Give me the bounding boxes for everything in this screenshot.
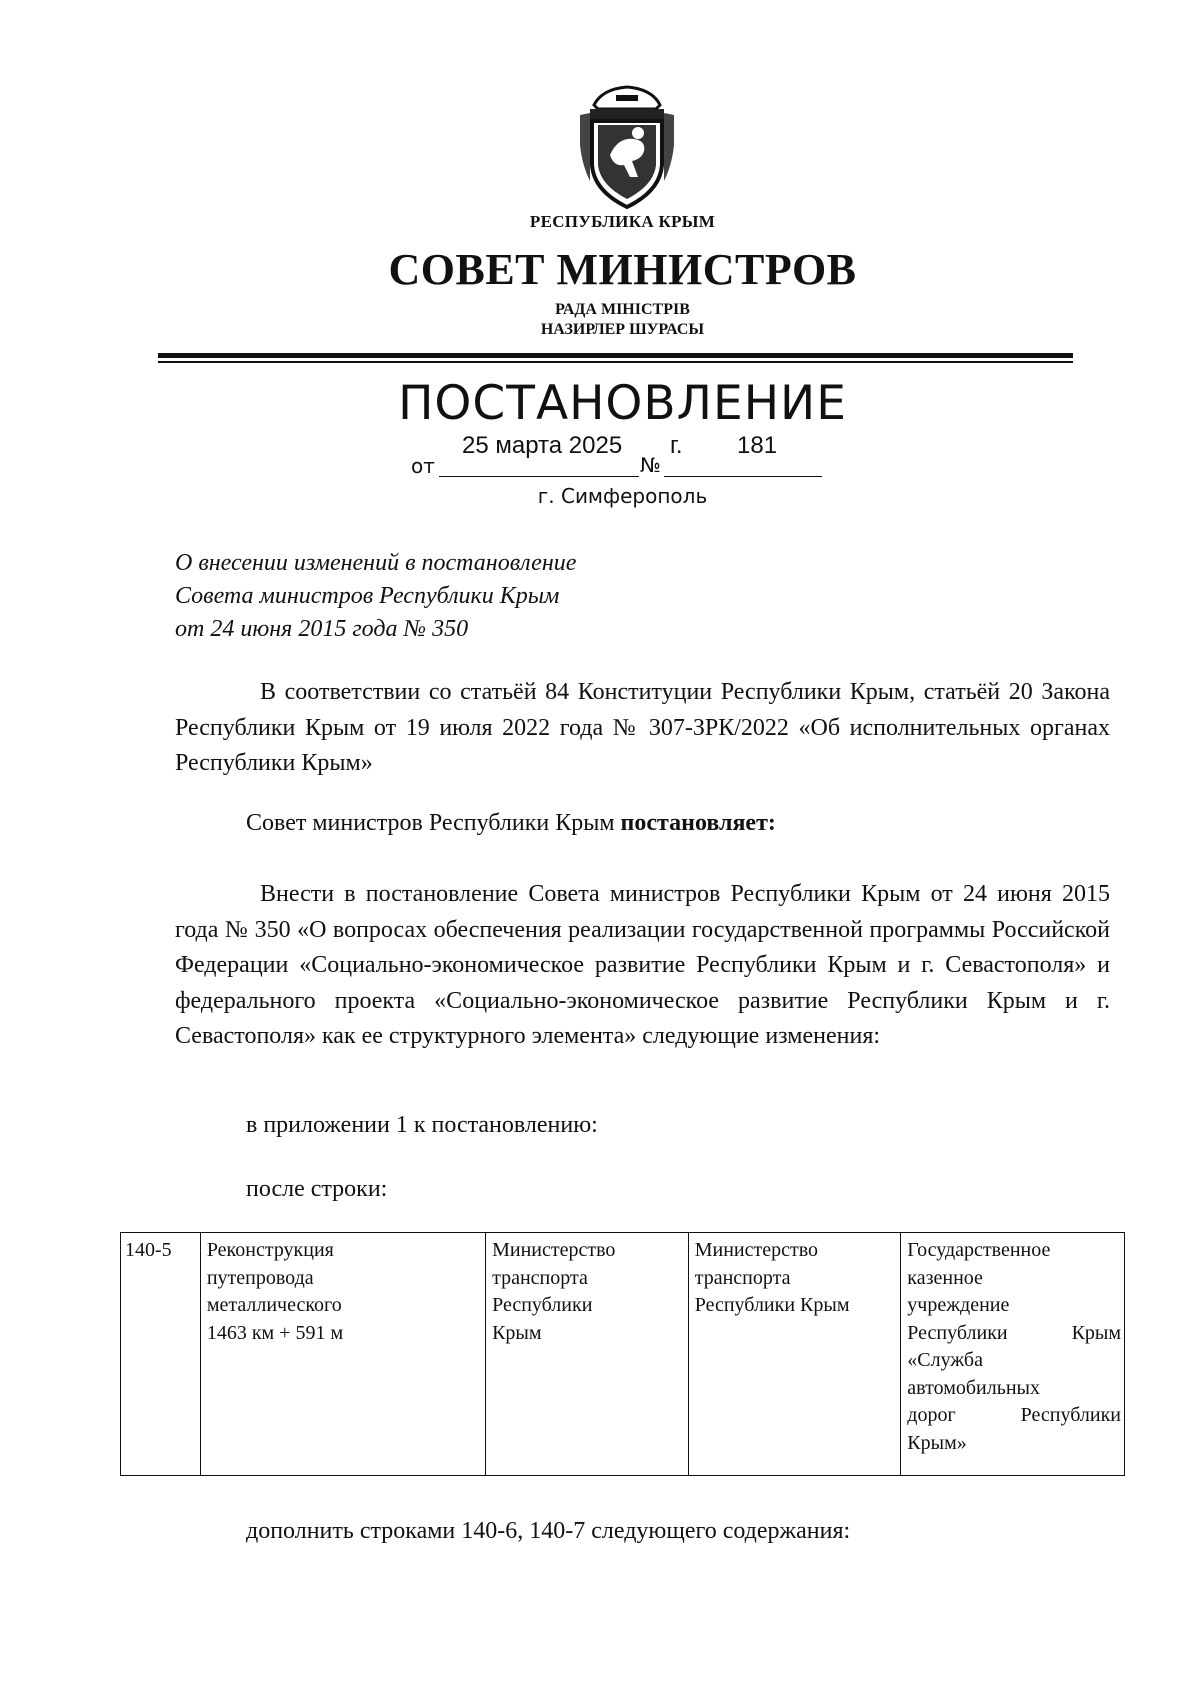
council-name: СОВЕТ МИНИСТРОВ (388, 245, 857, 294)
paragraph-supplement: дополнить строками 140-6, 140-7 следующего содержания: (246, 1518, 851, 1544)
paragraph-after-row: после строки: (246, 1176, 388, 1202)
title-line-3: от 24 июня 2015 года № 350 (175, 616, 469, 642)
cell-line: Министерство (694, 1239, 819, 1261)
resolves-verb: постановляет: (620, 810, 776, 836)
decree-date: 25 марта 2025 (462, 432, 623, 459)
cell-line: 1463 км + 591 м (206, 1321, 344, 1344)
document-type: ПОСТАНОВЛЕНИЕ (398, 376, 847, 431)
cell-line: транспорта (694, 1266, 791, 1289)
cell-line: казенное (907, 1266, 983, 1289)
cell-word: Республики (907, 1321, 1008, 1344)
row-number: 140-5 (121, 1233, 201, 1476)
paragraph-legal-basis: В соответствии со статьёй 84 Конституции Республики Крым, статьёй 20 Закона Республики Крым от 19 июля 2022 года № 307-ЗРК/2022 «Об исполнительных органах Республики Крым» (175, 679, 1110, 776)
header-rule-thick (158, 353, 1073, 358)
executor-cell (901, 1233, 1125, 1476)
cell-line: Крым (492, 1321, 542, 1344)
cell-word: дорог (907, 1404, 956, 1426)
cell-line (907, 1402, 1121, 1430)
cell-line: Реконструкция (206, 1239, 334, 1261)
title-line-2: Совета министров Республики Крым (175, 583, 560, 609)
cell-line: «Служба (907, 1349, 983, 1371)
table-row (121, 1233, 1125, 1476)
council-name-ukrainian: РАДА МІНІСТРІВ (555, 301, 690, 318)
cell-line (907, 1320, 1121, 1348)
date-underline (439, 476, 639, 477)
title-line-1: О внесении изменений в постановление (175, 550, 577, 576)
cell-line: Министерство (492, 1239, 616, 1261)
resolves-subject: Совет министров Республики Крым (246, 810, 615, 836)
paragraph-resolves (246, 810, 1126, 837)
paragraph-appendix: в приложении 1 к постановлению: (246, 1112, 598, 1138)
cell-word: Республики (1020, 1404, 1121, 1426)
ministry-cell (688, 1233, 901, 1476)
year-suffix: г. (670, 432, 683, 459)
object-cell (200, 1233, 485, 1476)
number-underline (664, 476, 822, 477)
date-prefix: от (411, 454, 435, 478)
cell-line: учреждение (907, 1294, 1010, 1316)
paragraph-amendment: Внести в постановление Совета министров Республики Крым от 24 июня 2015 года № 350 «О вопросах обеспечения реализации государственной программы Российской Федерации «Социально-экономическое развитие Республики Крым и г. Севастополя» и федерального проекта «Социально-экономическое развитие Республики Крым и г. Севастополя» как ее структурного элемента» следующие изменения: (175, 881, 1110, 1049)
council-name-crimean-tatar: НАЗИРЛЕР ШУРАСЫ (540, 321, 705, 338)
coat-of-arms-emblem (572, 85, 682, 211)
cell-line: автомобильных (907, 1376, 1040, 1399)
republic-name: РЕСПУБЛИКА КРЫМ (529, 212, 716, 231)
cell-line: металлического (206, 1294, 342, 1316)
cell-line: путепровода (206, 1266, 314, 1289)
cell-line: Государственное (907, 1239, 1051, 1261)
cell-line: транспорта (492, 1266, 588, 1289)
cell-line: Республики Крым (694, 1294, 850, 1316)
cell-line: Крым» (907, 1431, 967, 1454)
city: г. Симферополь (537, 484, 708, 508)
customer-cell (486, 1233, 689, 1476)
number-sign: № (640, 453, 661, 477)
header-rule-thin (158, 361, 1073, 363)
decree-number: 181 (737, 432, 778, 459)
cell-word: Крым (1071, 1321, 1121, 1344)
cell-line: Республики (492, 1294, 593, 1316)
amendment-table (120, 1232, 1125, 1476)
